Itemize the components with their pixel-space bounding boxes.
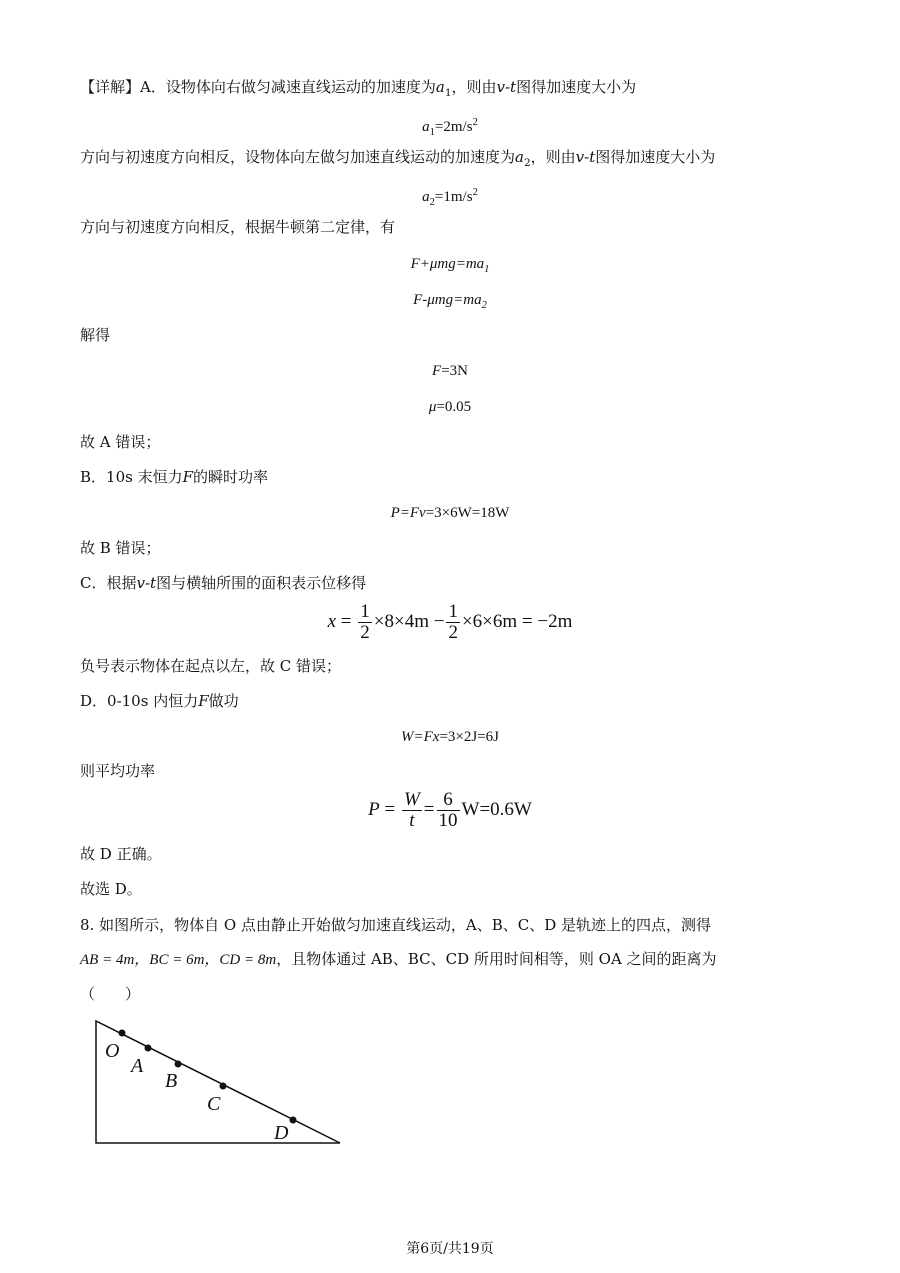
equation-average-power: P = $\frac{W}{t}$ = $\frac{6}{10}$ W=0.6W xyxy=(368,789,532,832)
point-o xyxy=(119,1030,126,1037)
paragraph-c-conclusion: 负号表示物体在起点以左，故 C 错误； xyxy=(80,657,342,675)
fraction-w-over-t: $\frac{W}{t}$ xyxy=(403,789,420,832)
incline-figure xyxy=(90,1015,360,1150)
equation-displacement: x = $\frac{1}{2}$ ×8×4m − $\frac{1}{2}$ ×6×6m = −2m xyxy=(327,601,573,644)
question-8-line-3: （ ） xyxy=(80,985,141,1003)
equation-mu: μ=0.05 xyxy=(428,399,472,415)
paragraph-b-intro: B．10s 末恒力F的瞬时功率 xyxy=(80,468,269,486)
paragraph-answer: 故选 D。 xyxy=(80,880,142,898)
label-c: C xyxy=(207,1093,221,1115)
page-footer: 第6页/共19页 xyxy=(406,1241,494,1257)
label-d: D xyxy=(274,1122,289,1144)
point-b xyxy=(175,1061,182,1068)
label-b: B xyxy=(165,1070,178,1092)
paragraph-a2-intro: 方向与初速度方向相反，设物体向左做匀加速直线运动的加速度为$a_2$，则由v-t图得加速度大小为 xyxy=(80,148,716,169)
point-a xyxy=(145,1045,152,1052)
point-d xyxy=(290,1117,297,1124)
paragraph-average-power: 则平均功率 xyxy=(80,762,156,780)
paragraph-a-conclusion: 故 A 错误； xyxy=(80,433,161,451)
equation-a2: $a_2=1m/s^2$ xyxy=(422,187,478,208)
fraction-6-over-10: $\frac{6}{10}$ xyxy=(438,789,458,832)
paragraph-a-intro: 【详解】A．设物体向右做匀减速直线运动的加速度为$a_1$，则由v-t图得加速度大小为 xyxy=(80,78,637,99)
paragraph-solve: 解得 xyxy=(80,326,111,344)
fraction-half-2: $\frac{1}{2}$ xyxy=(448,601,458,644)
paragraph-c-intro: C．根据v-t图与横轴所围的面积表示位移得 xyxy=(80,574,367,592)
equation-f: F=3N xyxy=(432,363,468,379)
equation-work: W=Fx=3×2J=6J xyxy=(401,729,499,745)
label-o: O xyxy=(105,1040,120,1062)
equation-newton-1: $F+\mu mg=ma_1$ xyxy=(410,256,490,275)
paragraph-newton: 方向与初速度方向相反，根据牛顿第二定律，有 xyxy=(80,218,396,236)
paragraph-d-intro: D．0-10s 内恒力F做功 xyxy=(80,692,239,710)
detail-bracket: 【详解】 xyxy=(80,78,141,96)
question-8-line-1: 8. 如图所示，物体自 O 点由静止开始做匀加速直线运动，A、B、C、D 是轨迹上的四点，测得 xyxy=(80,916,712,934)
paragraph-d-conclusion: 故 D 正确。 xyxy=(80,845,162,863)
label-a: A xyxy=(131,1055,144,1077)
question-8-line-2: AB = 4m，BC = 6m，CD = 8m，且物体通过 AB、BC、CD 所用时间相等，则 OA 之间的距离为 xyxy=(80,950,717,968)
paragraph-b-conclusion: 故 B 错误； xyxy=(80,539,161,557)
equation-power: P=Fv=3×6W=18W xyxy=(390,505,510,521)
fraction-half-1: $\frac{1}{2}$ xyxy=(360,601,370,644)
point-c xyxy=(220,1083,227,1090)
equation-a1: $a_1=2m/s^2$ xyxy=(422,117,478,138)
equation-newton-2: $F-\mu mg=ma_2$ xyxy=(413,292,487,311)
triangle-incline xyxy=(96,1021,340,1143)
